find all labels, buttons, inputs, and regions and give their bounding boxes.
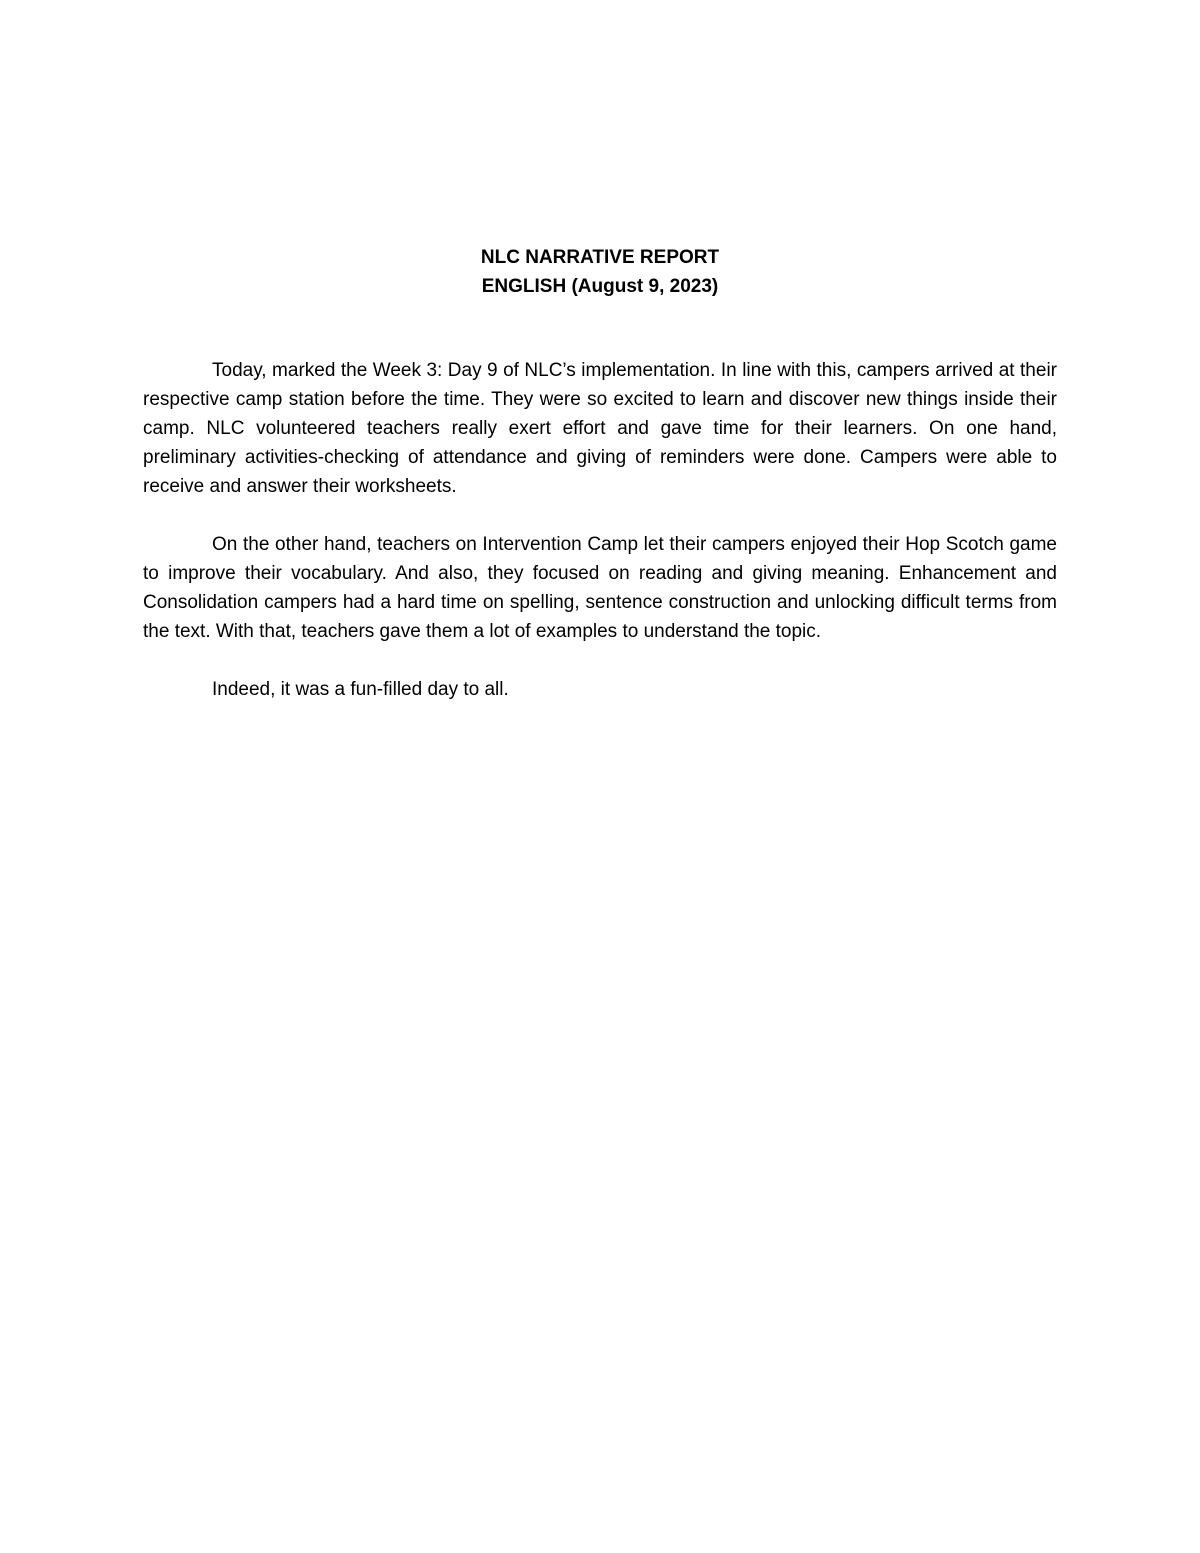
report-title: NLC NARRATIVE REPORT [480, 247, 720, 268]
report-subtitle: ENGLISH (August 9, 2023) [481, 276, 719, 297]
report-body [143, 356, 1057, 704]
paragraph-1: Today, marked the Week 3: Day 9 of NLC’s implementation. In line with this, campers arrived at their respective camp station before the time. They were so excited to learn and discover new things inside their camp. NLC volunteered teachers really exert effort and gave time for their learners. On one hand, preliminary activities-checking of attendance and giving of reminders were done. Campers were able to receive and answer their worksheets. [143, 360, 1057, 497]
paragraph-2: On the other hand, teachers on Intervention Camp let their campers enjoyed their Hop Scotch game to improve their vocabulary. And also, they focused on reading and giving meaning. Enhancement and Consolidation campers had a hard time on spelling, sentence construction and unlocking difficult terms from the text. With that, teachers gave them a lot of examples to understand the topic. [143, 534, 1057, 642]
paragraph-3: Indeed, it was a fun-filled day to all. [212, 679, 509, 700]
